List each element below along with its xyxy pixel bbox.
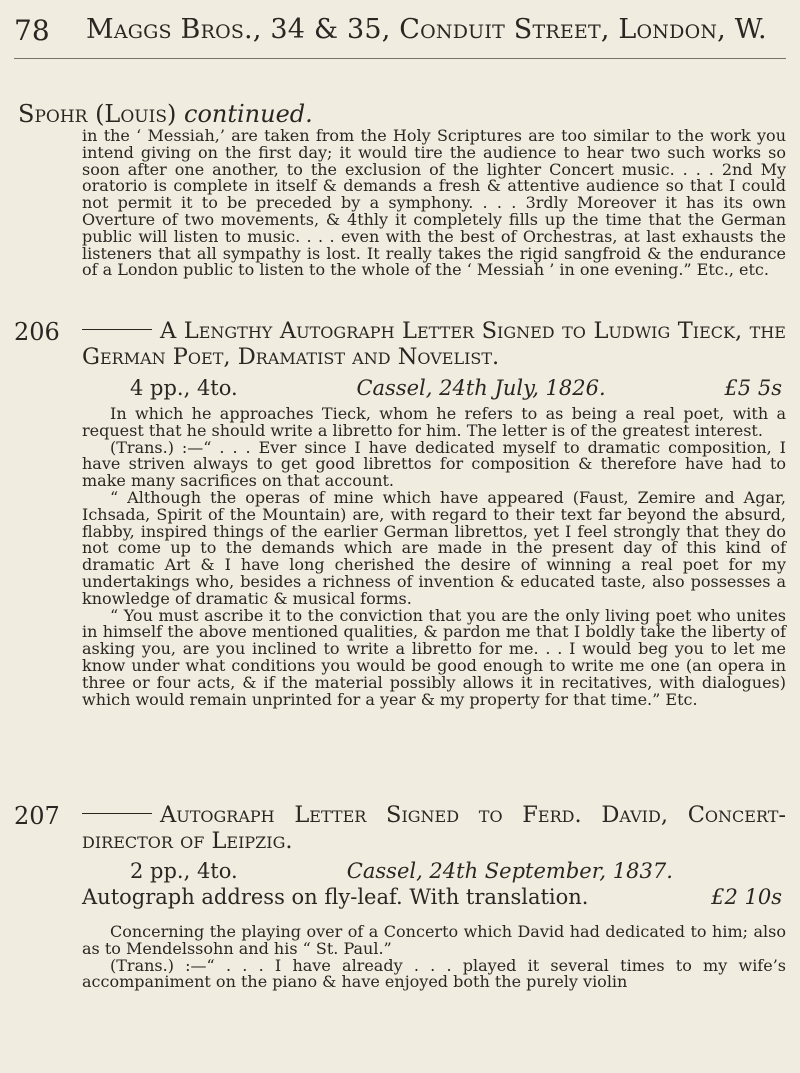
lot-meta-2 <box>82 884 782 910</box>
lot-dash <box>82 813 152 814</box>
lot-title: Autograph Letter Signed to Ferd. David, Concert-director of Leipzig. <box>82 802 786 854</box>
lot-paragraph: (Trans.) :—“ . . . I have already . . . played it several times to my wife’s accompaniment on the piano & have enjoyed both the purely violin <box>82 955 786 992</box>
lot-207-body <box>82 924 786 991</box>
lot-paragraph: In which he approaches Tieck, whom he refers to as being a real poet, with a request that he should write a libretto for him. The letter is of the greatest interest. <box>82 404 786 440</box>
section-suffix: continued. <box>184 100 313 128</box>
lot-206 <box>82 318 786 370</box>
section-name: Spohr (Louis) <box>18 100 177 128</box>
lot-meta <box>130 375 782 401</box>
lot-206-body <box>82 406 786 708</box>
lot-207 <box>82 802 786 854</box>
lot-number-206: 206 <box>14 318 60 346</box>
lot-price: £2 10s <box>711 885 782 909</box>
running-head: Maggs Bros., 34 & 35, Conduit Street, London, W. <box>86 14 767 45</box>
continuation-block <box>82 128 786 279</box>
section-heading <box>18 100 313 128</box>
lot-206-meta <box>130 375 782 401</box>
lot-paragraph: Concerning the playing over of a Concerto which David had dedicated to him; also as to Mendelssohn and his “ St. Paul.” <box>82 922 786 958</box>
lot-dash <box>82 329 152 330</box>
header-rule <box>14 58 786 59</box>
lot-date: Cassel, 24th September, 1837. <box>346 859 673 883</box>
lot-meta <box>130 858 782 884</box>
lot-extra: Autograph address on fly-leaf. With translation. <box>82 885 589 909</box>
lot-paragraph: “ Although the operas of mine which have appeared (Faust, Zemire and Agar, Ichsada, Spirit of the Mountain) are, with regard to their text far beyond the absurd, flabby, inspired things of the earlier German librettos, yet I feel strongly that they do not come up to the demands which are made in the present day of this kind of dramatic Art & I have long cherished the desire of winning a real poet for my undertakings who, besides a richness of invention & educated taste, also possesses a knowledge of dramatic & musical forms. <box>82 487 786 608</box>
lot-date: Cassel, 24th July, 1826. <box>356 376 606 400</box>
lot-207-extra-line <box>82 884 782 910</box>
lot-207-meta <box>130 858 782 884</box>
lot-paragraph: “ You must ascribe it to the conviction that you are the only living poet who unites in himself the above mentioned qualities, & pardon me that I boldly take the liberty of asking you, are you inclined to write a libretto for me. . . I would beg you to let me know under what conditions you would be good enough to write me one (an opera in three or four acts, & if the material possibly allows it in recitatives, with dialogues) which would remain unprinted for a year & my property for that time.” Etc. <box>82 605 786 709</box>
lot-pages: 4 pp., 4to. <box>130 376 238 400</box>
lot-title: A Lengthy Autograph Letter Signed to Ludwig Tieck, the German Poet, Dramatist and Novelist. <box>82 318 786 370</box>
page-number: 78 <box>14 14 50 47</box>
lot-number-207: 207 <box>14 802 60 830</box>
lot-price: £5 5s <box>724 376 782 400</box>
page-header <box>14 14 786 54</box>
continuation-text: in the ‘ Messiah,’ are taken from the Holy Scriptures are too similar to the work you intend giving on the first day; it would tire the audience to hear two such works so soon after one another, to the exclusion of the lighter Concert music. . . . 2nd My oratorio is complete in itself & demands a fresh & attentive audience so that I could not permit it to be preceded by a symphony. . . . 3rdly Moreover it has its own Overture of two movements, & 4thly it completely fills up the time that the German public will listen to music. . . . even with the best of Orchestras, at last exhausts the listeners that all sympathy is lost. It really takes the rigid sangfroid & the endurance of a London public to listen to the whole of the ‘ Messiah ’ in one evening.” Etc., etc. <box>82 126 786 280</box>
lot-pages: 2 pp., 4to. <box>130 859 238 883</box>
lot-paragraph: (Trans.) :—“ . . . Ever since I have dedicated myself to dramatic composition, I have striven always to get good librettos for composition & therefore have had to make many sacrifices on that account. <box>82 437 786 491</box>
